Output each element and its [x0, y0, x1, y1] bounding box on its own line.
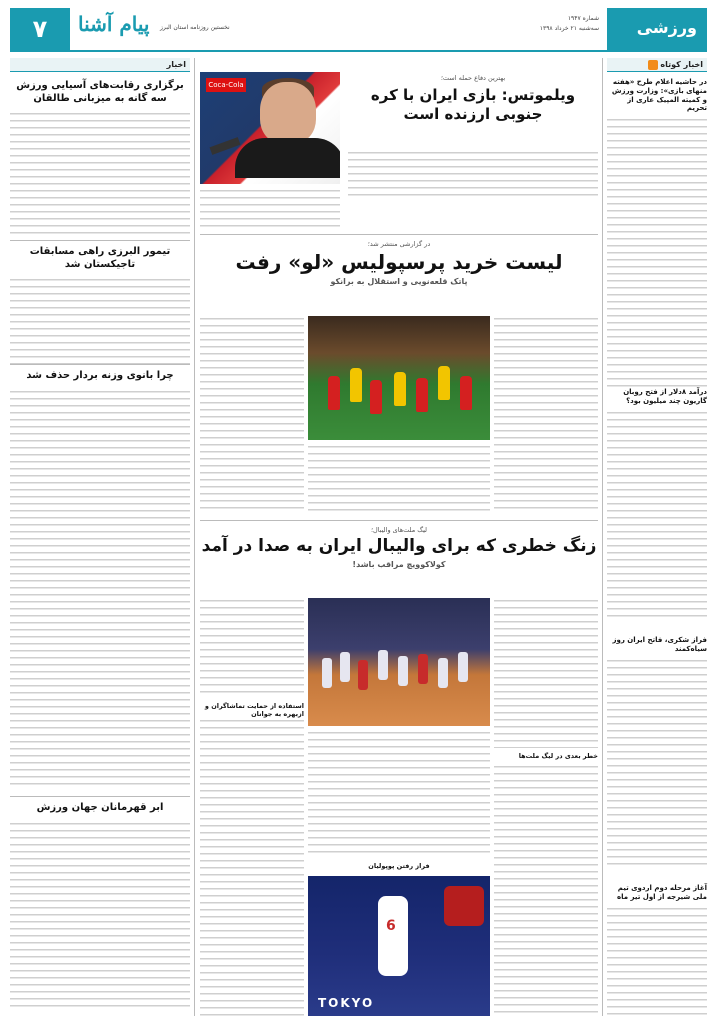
- volley-kicker: لیگ ملت‌های والیبال؛: [370, 526, 428, 534]
- persepolis-title: لیست خرید پرسپولیس «لو» رفت: [235, 250, 563, 275]
- news-column: [10, 58, 190, 1016]
- issue-number: شماره ۱۹۴۷: [567, 15, 599, 22]
- divider: [10, 796, 190, 797]
- volley-body-2: [494, 764, 598, 1014]
- news-item: [607, 78, 707, 387]
- news-item: [10, 246, 190, 369]
- player-shape: [416, 378, 428, 412]
- player-shape: [350, 368, 362, 402]
- volley-subhead: خطر بعدی در لیگ ملت‌ها: [518, 752, 598, 760]
- news-body: [607, 117, 707, 387]
- persepolis-head: [200, 240, 598, 288]
- player-shape: [418, 654, 428, 684]
- news-title: تیمور البرزی راهی مسابقات تاجیکستان شد: [29, 246, 171, 270]
- player-shape: [358, 660, 368, 690]
- short-news-title: اخبار کوتاه: [660, 60, 703, 69]
- tokyo-sign: TOKYO: [318, 996, 375, 1010]
- news-title: چرا بانوی وزنه بردار حذف شد: [26, 370, 174, 381]
- top-story-kicker: بهترین دفاع حمله است؛: [440, 74, 506, 82]
- player-shape: [438, 366, 450, 400]
- face-shape: [260, 82, 316, 144]
- divider: [10, 240, 190, 241]
- news-body: [607, 658, 707, 868]
- news-body: [607, 410, 707, 620]
- short-news-column: [607, 58, 707, 1016]
- player-shape: [398, 656, 408, 686]
- newspaper-tagline: نخستین روزنامه استان البرز: [160, 24, 230, 31]
- volley-subhead: استفاده از حمایت تماشاگران و ازبهره به جوانان: [204, 702, 304, 719]
- suit-shape: [235, 138, 340, 178]
- news-item: [10, 80, 190, 239]
- short-news-header: [607, 58, 707, 72]
- volley-body-3: [200, 598, 304, 698]
- banner-shape: [444, 886, 484, 926]
- top-story-body: [348, 150, 598, 198]
- news-title: ابر قهرمانان جهان ورزش: [36, 802, 164, 813]
- volley-title: زنگ خطری که برای والیبال ایران به صدا در آمد: [201, 536, 597, 557]
- player-shape: [438, 658, 448, 688]
- news-item: [607, 884, 707, 1016]
- persepolis-kicker: در گزارشی منتشر شد؛: [367, 240, 431, 248]
- player-shape: [378, 896, 408, 976]
- news-body: [607, 906, 707, 1016]
- volleyball-photo: [308, 598, 490, 726]
- top-story-title: ویلموتس: بازی ایران با کره جنوبی ارزنده است: [370, 86, 576, 124]
- persepolis-sub: پاتک قلعه‌نویی و استقلال به برانکو: [330, 277, 468, 287]
- main-stories: [200, 58, 598, 1016]
- volley-subhead: فراز رفتن پوپولیان: [368, 862, 430, 870]
- news-item: [607, 388, 707, 620]
- section-banner: [607, 8, 707, 50]
- volley-sub: کولاکوویچ مراقب باشد!: [352, 559, 446, 569]
- news-title: فراز شکری، فاتح ایران روز سیاه‌کمند: [612, 636, 707, 653]
- news-body: [10, 111, 190, 239]
- volley-body: [494, 598, 598, 748]
- volley-body-4: [200, 718, 304, 1016]
- masthead: [10, 8, 707, 52]
- rss-icon: [648, 60, 658, 70]
- player-shape: [378, 650, 388, 680]
- news-title: برگزاری رقابت‌های آسیایی ورزش سه گانه به میزبانی طالقان: [16, 80, 184, 104]
- player-shape: [370, 380, 382, 414]
- player-shape: [340, 652, 350, 682]
- divider: [10, 364, 190, 365]
- top-story-body-2: [200, 188, 340, 228]
- jersey-number: 6: [386, 918, 396, 934]
- news-title: در حاشیه اعلام طرح «هفته منهای بازی»: وزارت ورزش و کمیته المپیک عاری از تحریم: [611, 78, 707, 113]
- volley-body-5: [308, 730, 490, 858]
- page-number: ۷: [10, 8, 70, 50]
- player-shape: [394, 372, 406, 406]
- news-body: [10, 277, 190, 369]
- news-header: [10, 58, 190, 72]
- persepolis-body-3: [308, 444, 490, 512]
- persepolis-body-2: [200, 316, 304, 512]
- divider: [200, 520, 598, 521]
- news-header-title: اخبار: [166, 60, 186, 69]
- microphone-icon: [210, 137, 241, 155]
- news-body: [10, 389, 190, 789]
- football-photo: [308, 316, 490, 440]
- news-item: [607, 636, 707, 868]
- news-item: [10, 802, 190, 1011]
- coach-photo: [200, 72, 340, 184]
- volley-head: [200, 526, 598, 570]
- player-shape: [460, 376, 472, 410]
- news-title: آغاز مرحله دوم اردوی تیم ملی شیرجه از اول تیر ماه: [616, 884, 707, 901]
- player-shape: [458, 652, 468, 682]
- tokyo-photo: [308, 876, 490, 1016]
- column-divider: [194, 58, 195, 1016]
- news-item: [10, 370, 190, 789]
- news-title: درآمد ۸دلار از فتح روبان گاریون چند میلیون بود؟: [623, 388, 707, 405]
- top-story-head: [348, 74, 598, 124]
- player-shape: [328, 376, 340, 410]
- section-title: ورزشی: [636, 18, 697, 37]
- player-shape: [322, 658, 332, 688]
- news-body: [10, 821, 190, 1011]
- divider: [200, 234, 598, 235]
- sponsor-logo: Coca-Cola: [206, 78, 246, 92]
- newspaper-logo: پیام آشنا: [78, 12, 150, 36]
- issue-info: [540, 14, 599, 34]
- issue-date: سه‌شنبه ۲۱ خرداد ۱۳۹۸: [539, 25, 599, 32]
- persepolis-body: [494, 316, 598, 512]
- column-divider: [602, 58, 603, 1016]
